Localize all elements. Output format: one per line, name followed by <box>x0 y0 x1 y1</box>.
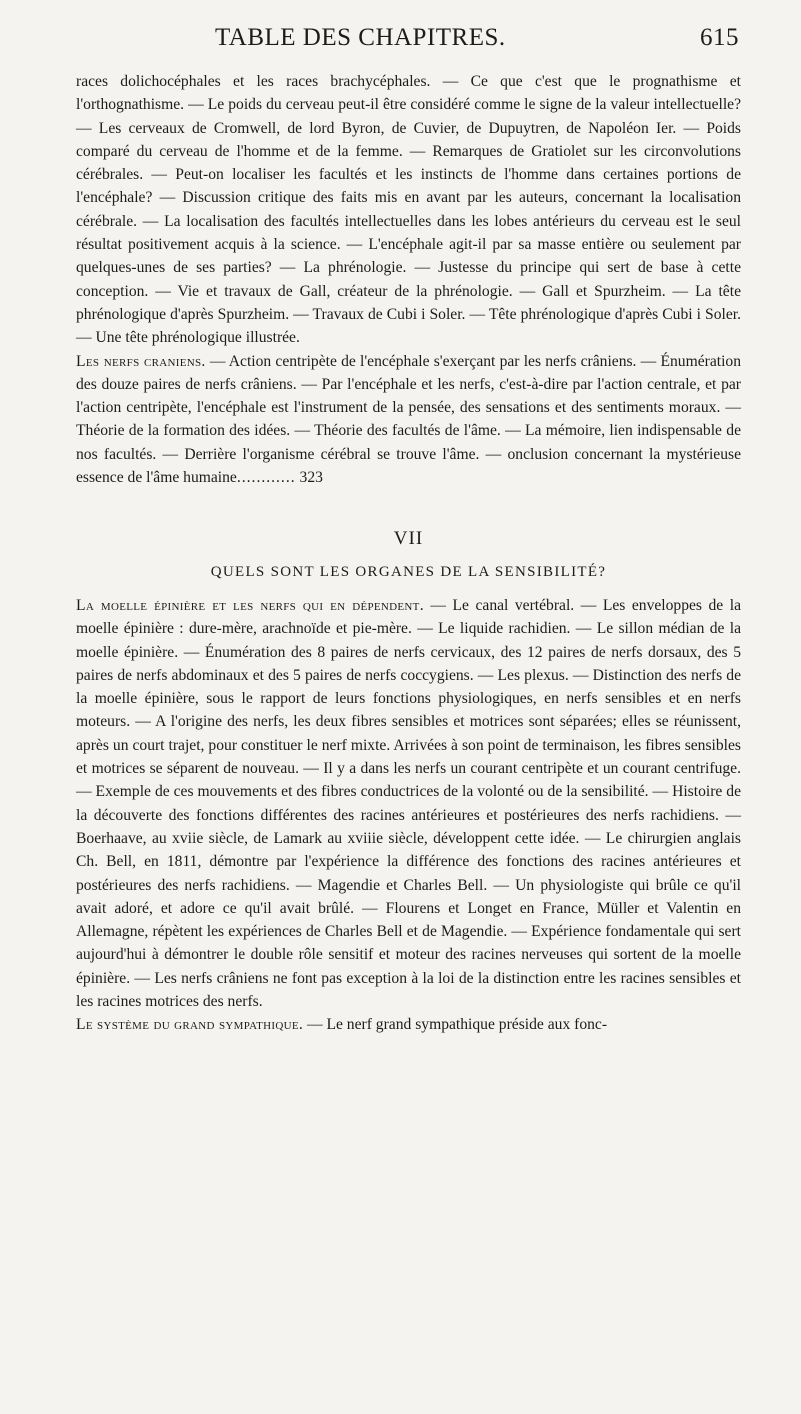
table-of-contents-text <box>76 70 741 1037</box>
entry-heading: La moelle épinière et les nerfs qui en dépendent. <box>76 596 424 614</box>
dot-leader: ............ <box>236 469 296 487</box>
running-head <box>0 24 801 60</box>
toc-entry-moelle-epiniere <box>76 594 741 1013</box>
entry-heading: Les nerfs craniens. <box>76 352 206 370</box>
entry-text: — Action centripète de l'encéphale s'exerçant par les nerfs crâniens. — Énumération des douze paires de nerfs crâniens. — Par l'encéphale et les nerfs, c'est-à-dire par l'action centrale, et par l'action centripète, l'encéphale est l'instrument de la pensée, des sensations et des sentiments moraux. — Théorie de la formation des idées. — Théorie des facultés de l'âme. — La mémoire, lien indispensable de nos facultés. — Derrière l'organisme cérébral se trouve l'âme. — onclusion concernant la mystérieuse essence de l'âme humaine <box>76 352 742 487</box>
section-title: QUELS SONT LES ORGANES DE LA SENSIBILITÉ? <box>210 563 607 580</box>
entry-text: — Le nerf grand sympathique préside aux fonc- <box>303 1016 608 1034</box>
toc-entry-nerfs-craniens <box>76 350 741 490</box>
entry-page-ref: 323 <box>299 469 323 487</box>
running-title: TABLE DES CHAPITRES. <box>215 24 506 51</box>
continued-entry: races dolichocéphales et les races brachycéphales. — Ce que c'est que le prognathisme et l'orthognathisme. — Le poids du cerveau peut-il être considéré comme le signe de la valeur intellectuelle? — Les cerveaux de Cromwell, de lord Byron, de Cuvier, de Dupuytren, de Napoléon Ier. — Poids comparé du cerveau de l'homme et de la femme. — Remarques de Gratiolet sur les circonvolutions cérébrales. — Peut-on localiser les facultés et les instincts de l'homme dans certaines portions de l'encéphale? — Discussion critique des faits mis en avant par les auteurs, concernant la localisation cérébrale. — La localisation des facultés intellectuelles dans les lobes antérieurs du cerveau est le seul résultat positivement acquis à la science. — L'encéphale agit-il par sa masse entière ou seulement par quelques-unes de ses parties? — La phrénologie. — Justesse du principe qui sert de base à cette conception. — Vie et travaux de Gall, créateur de la phrénologie. — Gall et Spurzheim. — La tête phrénologique d'après Spurzheim. — Travaux de Cubi i Soler. — Tête phrénologique d'après Cubi i Soler. — Une tête phrénologique illustrée. <box>76 73 741 347</box>
entry-heading: Le système du grand sympathique. <box>76 1016 304 1034</box>
section-number: VII <box>393 528 424 550</box>
entry-text: — Le canal vertébral. — Les enveloppes de la moelle épinière : dure-mère, arachnoïde et pie-mère. — Le liquide rachidien. — Le sillon médian de la moelle épinière. — Énumération des 8 paires de nerfs cervicaux, des 12 paires de nerfs dorsaux, des 5 paires de nerfs abdominaux et des 5 paires de nerfs coccygiens. — Les plexus. — Distinction des nerfs de la moelle épinière, sous le rapport de leurs fonctions physiologiques, en nerfs sensibles et en nerfs moteurs. — A l'origine des nerfs, les deux fibres sensibles et motrices sont séparées; elles se réunissent, après un court trajet, pour constituer le nerf mixte. Arrivées à son point de terminaison, les fibres sensibles et motrices se séparent de nouveau. — Il y a dans les nerfs un courant centripète et un courant centrifuge. — Exemple de ces mouvements et des fibres conductrices de la volonté ou de la sensibilité. — Histoire de la découverte des fonctions différentes des racines antérieures et postérieures des nerfs rachidiens. — Boerhaave, au xviie siècle, de Lamark au xviiie siècle, développent cette idée. — Le chirurgien anglais Ch. Bell, en 1811, démontre par l'expérience la différence des fonctions des racines antérieures et postérieures des nerfs rachidiens. — Magendie et Charles Bell. — Un physiologiste qui brûle ce qu'il avait adoré, et adore ce qu'il avait brûlé. — Flourens et Longet en France, Müller et Valentin en Allemagne, répètent les expériences de Charles Bell et de Magendie. — Expérience fondamentale qui sert aujourd'hui à démontrer le double rôle sensitif et moteur des racines nerveuses qui sortent de la moelle épinière. — Les nerfs crâniens ne font pas exception à la loi de la distinction entre les racines sensibles et les racines motrices des nerfs. <box>76 596 741 1010</box>
page-number: 615 <box>700 24 739 51</box>
toc-entry-grand-sympathique <box>76 1013 741 1036</box>
